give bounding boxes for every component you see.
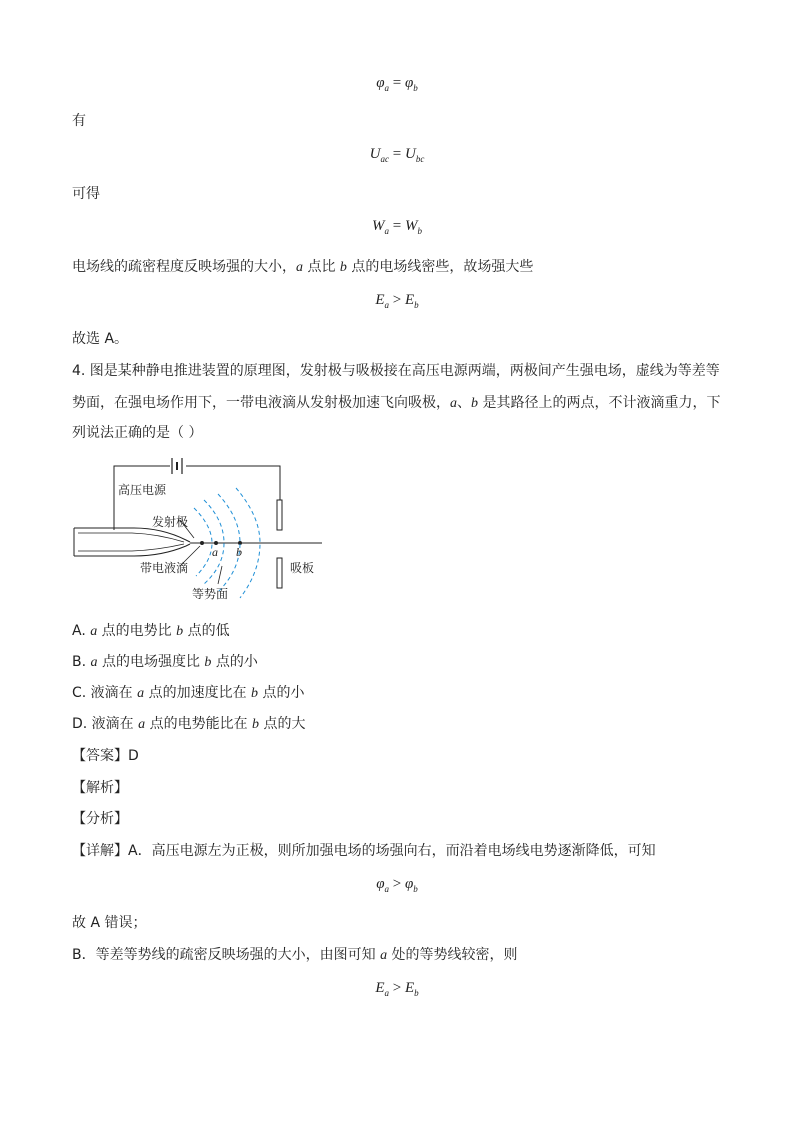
question-4-line2 xyxy=(72,392,720,412)
equation-phi-equal xyxy=(0,75,794,93)
eq-sub: a xyxy=(384,988,390,998)
eq-symbol: φ xyxy=(376,75,385,91)
eq-symbol: E xyxy=(375,292,385,308)
text-span: 点的电场线密些，故场强大些 xyxy=(346,259,534,275)
emitter-outer-bottom xyxy=(74,544,190,556)
text-span: B. xyxy=(72,654,91,670)
var-a: a xyxy=(138,717,146,732)
emitter-inner-bottom xyxy=(78,544,184,551)
text-you: 有 xyxy=(72,113,86,129)
text-span: B．等差等势线的疏密反映场强的大小，由图可知 xyxy=(72,947,381,963)
text-span: 点的电场强度比 xyxy=(97,654,205,670)
equation-e-greater-2 xyxy=(0,980,794,998)
fenxi-heading: 【分析】 xyxy=(72,811,128,827)
eq-sub: b xyxy=(417,226,422,236)
var-a: a xyxy=(137,686,145,701)
text-span: 点的电势能比在 xyxy=(145,716,253,732)
text-span: 点的大 xyxy=(259,716,306,732)
eq-sub: a xyxy=(384,83,390,93)
eq-sub: a xyxy=(384,884,390,894)
eq-sub: a xyxy=(384,300,390,310)
option-a xyxy=(72,620,230,640)
var-b: b xyxy=(176,624,184,639)
emitter-inner-top xyxy=(78,533,184,542)
eq-symbol: φ xyxy=(376,876,385,892)
label-point-a: a xyxy=(212,545,218,559)
text-span: 电场线的疏密程度反映场强的大小， xyxy=(72,259,296,275)
eq-sub: bc xyxy=(415,154,425,164)
eq-sub: b xyxy=(413,83,418,93)
equation-phi-greater xyxy=(0,876,794,894)
text-span: C. 液滴在 xyxy=(72,685,138,701)
eq-sub: b xyxy=(414,300,419,310)
text-span: 点的小 xyxy=(211,654,258,670)
text-kede: 可得 xyxy=(72,186,100,202)
var-b: b xyxy=(252,717,260,732)
eq-symbol: φ xyxy=(404,75,414,91)
text-span: 点的电势比 xyxy=(97,623,177,639)
eq-sub: b xyxy=(414,988,419,998)
var-a: a xyxy=(380,948,388,963)
answer-line xyxy=(72,745,139,765)
text-span: 势面，在强电场作用下，一带电液滴从发射极加速飞向吸极， xyxy=(72,395,450,411)
label-power-supply: 高压电源 xyxy=(118,483,167,497)
var-b: b xyxy=(204,655,212,670)
var-b: b xyxy=(471,396,478,411)
label-equipotential: 等势面 xyxy=(192,587,229,601)
eq-op: > xyxy=(389,292,405,308)
eq-symbol: E xyxy=(404,292,415,308)
var-b: b xyxy=(251,686,259,701)
eq-op: = xyxy=(389,75,405,91)
text-span: 、 xyxy=(457,395,471,411)
text-span: 处的等势线较密，则 xyxy=(387,947,518,963)
upper-plate xyxy=(277,500,282,530)
var-b: b xyxy=(339,260,347,275)
option-b xyxy=(72,651,258,671)
option-c xyxy=(72,682,305,702)
eq-symbol: E xyxy=(375,980,385,996)
eq-symbol: U xyxy=(369,146,381,162)
equation-e-greater xyxy=(0,292,794,310)
eq-symbol: W xyxy=(404,218,418,234)
eq-op: = xyxy=(389,146,405,162)
equation-w-equal xyxy=(0,218,794,236)
wire-right xyxy=(186,466,280,502)
var-a: a xyxy=(450,396,457,411)
text-span: 是其路径上的两点，不计液滴重力，下 xyxy=(478,395,721,411)
var-a: a xyxy=(296,260,303,275)
text-span: 点的加速度比在 xyxy=(144,685,252,701)
text-span: A. xyxy=(72,623,91,639)
text-a-wrong: 故 A 错误； xyxy=(72,915,147,931)
eq-symbol: W xyxy=(372,218,385,234)
eq-op: = xyxy=(389,218,405,234)
analysis-heading: 【解析】 xyxy=(72,780,128,796)
var-a: a xyxy=(90,655,98,670)
eq-symbol: φ xyxy=(404,876,414,892)
droplet xyxy=(200,541,204,545)
eq-symbol: U xyxy=(404,146,416,162)
electrostatic-thruster-figure xyxy=(72,456,332,606)
eq-sub: ac xyxy=(380,154,390,164)
equation-u-equal xyxy=(0,146,794,164)
var-a: a xyxy=(90,624,98,639)
text-span: 点的小 xyxy=(258,685,305,701)
b-explanation xyxy=(72,944,518,964)
text-select-a: 故选 A。 xyxy=(72,331,129,347)
absorbing-plate xyxy=(277,558,282,588)
text-span: D. 液滴在 xyxy=(72,716,139,732)
detail-line: 【详解】A．高压电源左为正极，则所加强电场的场强向右，而沿着电场线电势逐渐降低，可知 xyxy=(72,843,656,859)
answer-tag: 【答案】 xyxy=(72,748,128,764)
label-emitter: 发射极 xyxy=(152,515,189,529)
answer-value: D xyxy=(128,748,139,764)
eq-sub: b xyxy=(413,884,418,894)
eq-op: > xyxy=(389,876,405,892)
leader-equipotential xyxy=(218,566,222,584)
paragraph-field-density xyxy=(72,256,533,276)
label-point-b: b xyxy=(236,545,242,559)
question-4-line3: 列说法正确的是（ ） xyxy=(72,425,203,441)
text-span: 点比 xyxy=(303,259,340,275)
label-plate: 吸板 xyxy=(290,561,315,575)
emitter-outer-top xyxy=(74,528,190,542)
eq-sub: a xyxy=(384,226,390,236)
label-droplet: 带电液滴 xyxy=(140,561,189,575)
eq-op: > xyxy=(389,980,405,996)
eq-symbol: E xyxy=(404,980,415,996)
text-span: 点的低 xyxy=(183,623,230,639)
option-d xyxy=(72,713,306,733)
question-4-line1: 4. 图是某种静电推进装置的原理图，发射极与吸极接在高压电源两端，两极间产生强电场，虚线为等差等 xyxy=(72,363,720,379)
